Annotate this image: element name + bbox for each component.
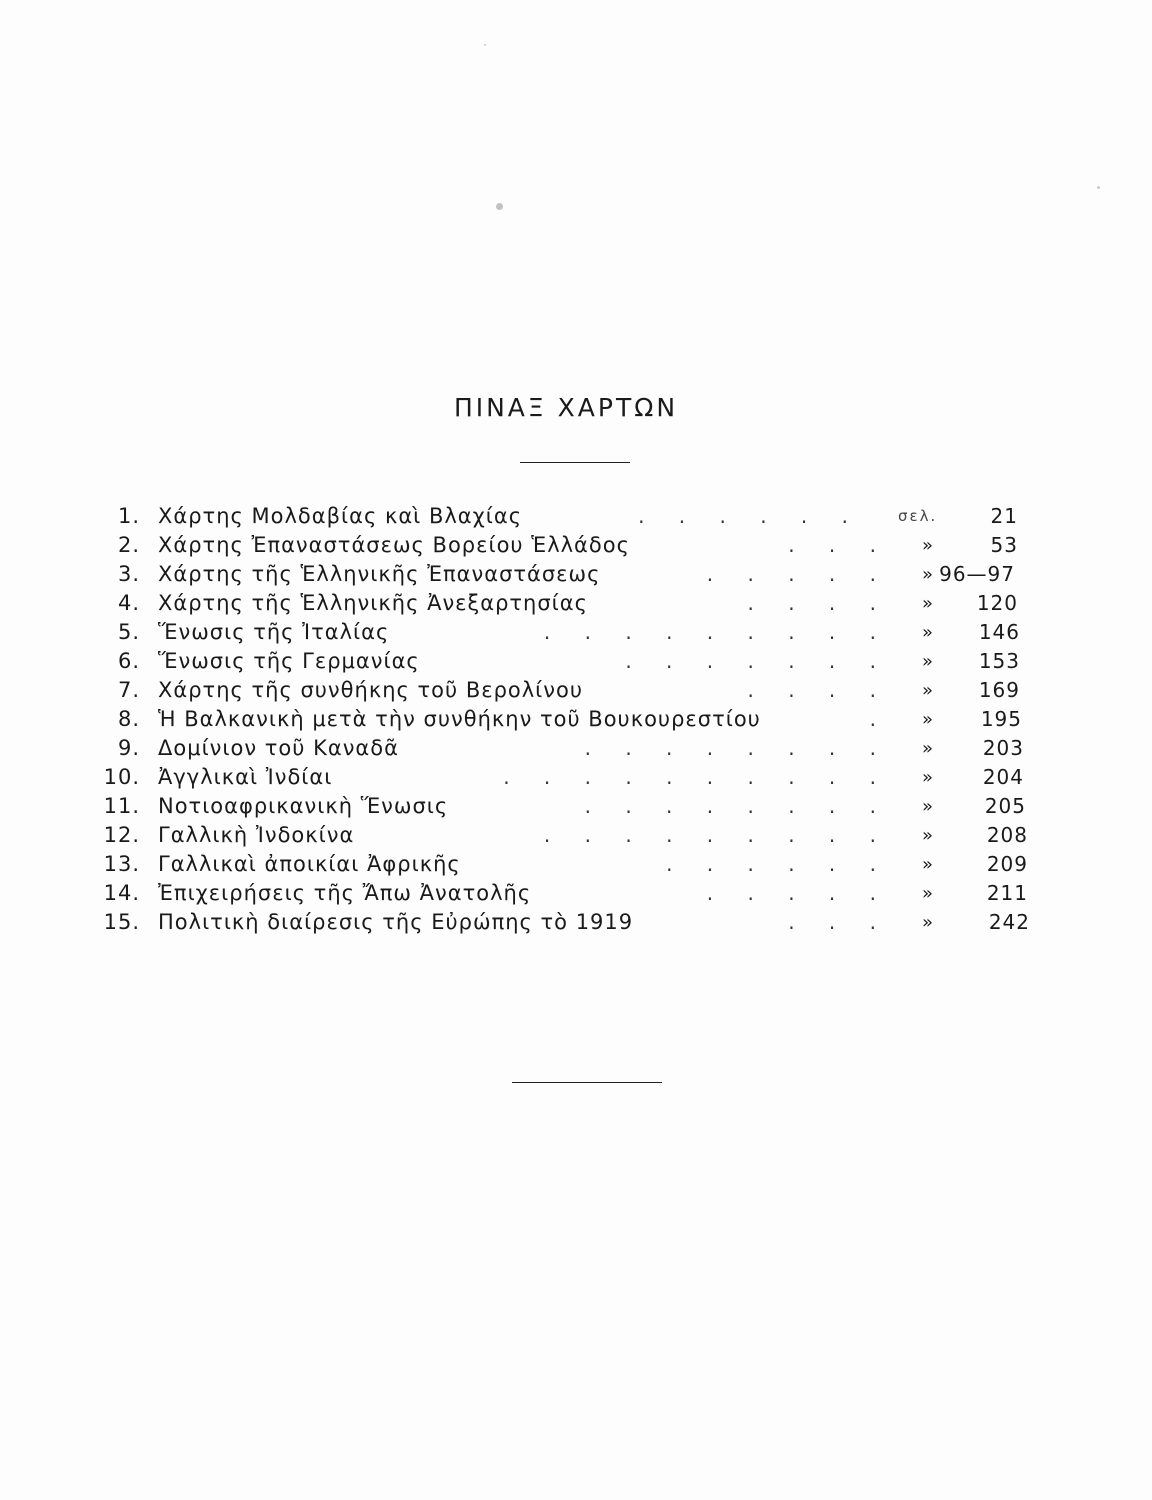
entry-number: 8. [117,707,140,731]
ditto-mark: » [922,912,935,933]
entry-title: Χάρτης τῆς συνθήκης τοῦ Βερολίνου [158,678,584,702]
list-item [0,531,1152,560]
list-item [0,879,1152,908]
entry-number: 11. [103,794,140,818]
list-item [0,821,1152,850]
list-item [0,734,1152,763]
entry-page: 204 [982,765,1024,789]
entry-number: 5. [117,620,140,644]
dot-leader: . . . . . . . [625,649,890,673]
title-underline [520,462,630,463]
dot-leader: . . . . . [706,562,890,586]
list-item [0,618,1152,647]
dot-leader: . . . [788,533,890,557]
entry-title: Χάρτης Ἐπαναστάσεως Βορείου Ἑλλάδος [158,533,630,557]
list-item [0,560,1152,589]
entry-page: 53 [990,533,1018,557]
entry-title: Ἕνωσις τῆς Γερμανίας [158,649,420,673]
entry-page: 96—97 [939,562,1015,586]
entry-page: 242 [988,910,1030,934]
dot-leader: . . . . . . . . [584,794,890,818]
list-item [0,676,1152,705]
ditto-mark: » [922,767,935,788]
entry-page: 146 [978,620,1020,644]
ditto-mark: » [922,651,935,672]
dot-leader: . . . . . . . . . [543,823,890,847]
entry-page: 203 [982,736,1024,760]
entry-title: Χάρτης Μολδαβίας καὶ Βλαχίας [158,504,523,528]
page-title: ΠΙΝΑΞ ΧΑΡΤΩΝ [453,393,679,422]
entry-page: 205 [984,794,1026,818]
ditto-mark: » [922,680,935,701]
dot-leader: . . . . [747,591,890,615]
dot-leader: . . . . . [706,881,890,905]
entry-number: 3. [117,562,140,586]
paper-speck [1097,186,1100,189]
ditto-mark: » [922,854,935,875]
paper-speck [484,44,486,46]
entry-title: Χάρτης τῆς Ἑλληνικῆς Ἀνεξαρτησίας [158,591,588,615]
entry-page: 120 [976,591,1018,615]
list-item [0,589,1152,618]
list-item [0,908,1152,937]
entry-title: Ἀγγλικαὶ Ἰνδίαι [158,765,333,789]
list-item [0,850,1152,879]
entry-title: Νοτιοαφρικανικὴ Ἕνωσις [158,794,449,818]
ditto-mark: » [922,883,935,904]
entry-title: Γαλλικὴ Ἰνδοκίνα [158,823,355,847]
maps-list [0,502,1152,937]
list-item [0,705,1152,734]
entry-number: 4. [117,591,140,615]
dot-leader: . . . . . . . . . . [503,765,890,789]
entry-page: 169 [978,678,1020,702]
entry-number: 9. [117,736,140,760]
ditto-mark: » [922,535,935,556]
list-item [0,647,1152,676]
entry-number: 14. [103,881,140,905]
ditto-mark: » [922,825,935,846]
ditto-mark: » [922,738,935,759]
ditto-mark: » [922,593,935,614]
entry-title: Δομίνιον τοῦ Καναδᾶ [158,736,399,760]
entry-title: Ἕνωσις τῆς Ἰταλίας [158,620,390,644]
entry-number: 2. [117,533,140,557]
entry-number: 13. [103,852,140,876]
list-item [0,502,1152,531]
entry-number: 6. [117,649,140,673]
entry-number: 15. [103,910,140,934]
entry-title: Ἡ Βαλκανικὴ μετὰ τὴν συνθήκην τοῦ Βουκουρεστίου [158,707,761,731]
dot-leader: . [869,707,890,731]
list-item [0,792,1152,821]
ditto-mark: » [922,622,935,643]
dot-leader: . . . . [747,678,890,702]
entry-number: 12. [103,823,140,847]
entry-page: 208 [986,823,1028,847]
entry-title: Ἐπιχειρήσεις τῆς Ἄπω Ἀνατολῆς [158,881,532,905]
entry-number: 10. [103,765,140,789]
dot-leader: . . . . . . [638,504,862,528]
entry-title: Χάρτης τῆς Ἑλληνικῆς Ἐπαναστάσεως [158,562,601,586]
entry-number: 7. [117,678,140,702]
entry-title: Πολιτικὴ διαίρεσις τῆς Εὐρώπης τὸ 1919 [158,910,634,934]
entry-number: 1. [117,504,140,528]
ditto-mark: » [922,796,935,817]
entry-title: Γαλλικαὶ ἀποικίαι Ἀφρικῆς [158,852,461,876]
entry-page: 195 [980,707,1022,731]
ditto-mark: » [922,564,935,585]
entry-page: 209 [986,852,1028,876]
dot-leader: . . . . . . . . . [543,620,890,644]
entry-page: 21 [990,504,1018,528]
entry-page: 153 [978,649,1020,673]
page-prefix: σελ. [898,507,938,525]
closing-rule [512,1082,662,1083]
paper-speck [496,203,503,210]
dot-leader: . . . . . . . . [584,736,890,760]
entry-page: 211 [986,881,1028,905]
dot-leader: . . . [788,910,890,934]
dot-leader: . . . . . . [666,852,890,876]
ditto-mark: » [922,709,935,730]
list-item [0,763,1152,792]
